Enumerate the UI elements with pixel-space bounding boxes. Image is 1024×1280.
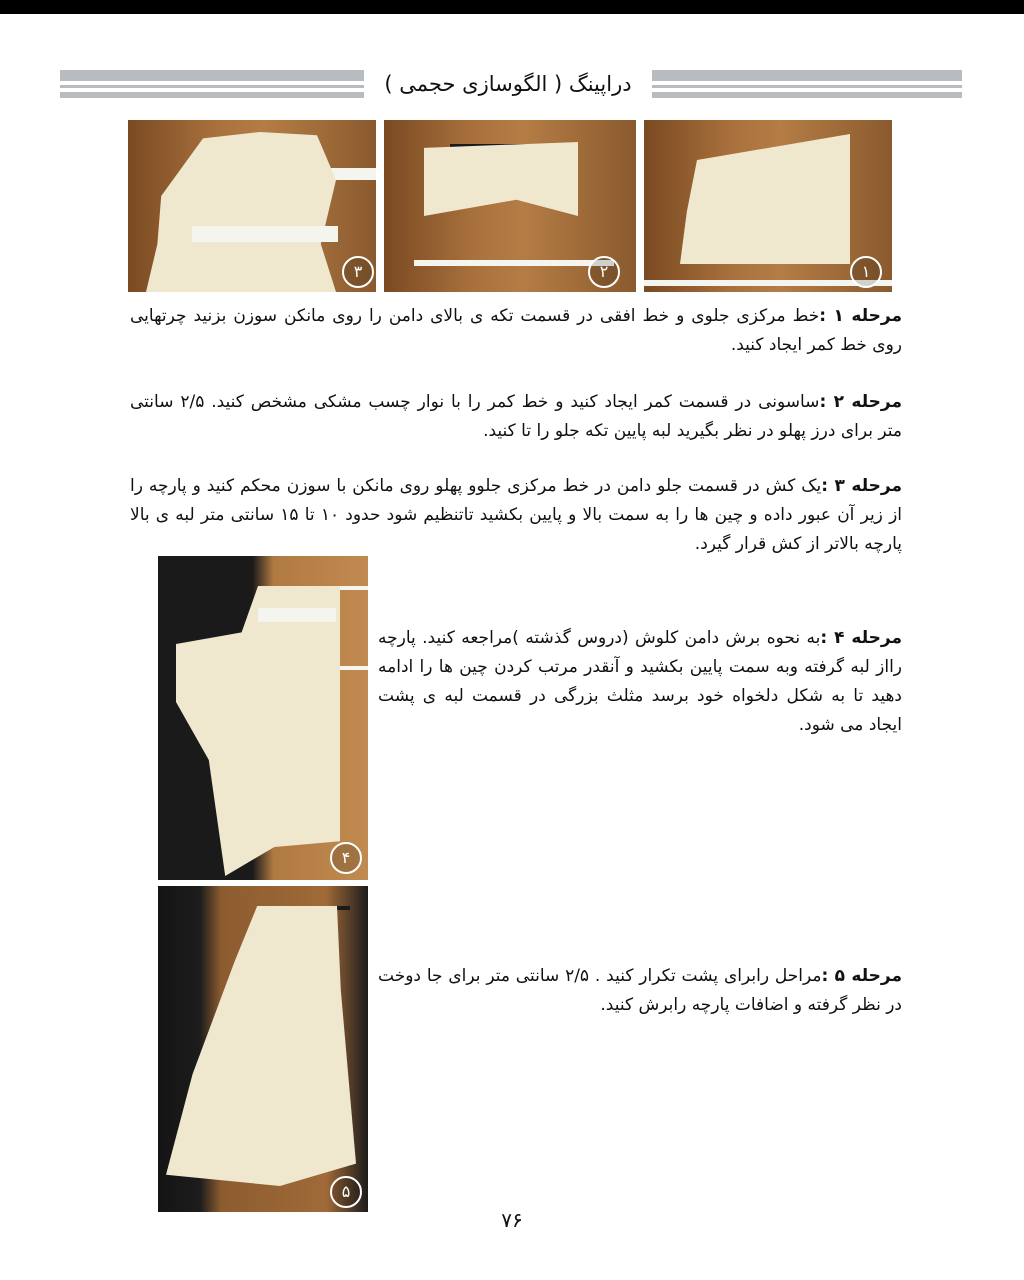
step-2-text: ساسونی در قسمت کمر ایجاد کنید و خط کمر را با نوار چسب مشکی مشخص کنید. ۲/۵ سانتی متر برای درز پهلو در نظر بگیرید لبه پایین تکه جلو را تا کنید. bbox=[130, 392, 902, 441]
step-5-paragraph bbox=[378, 962, 902, 1020]
step-2-paragraph bbox=[130, 388, 902, 446]
step-1-photo bbox=[644, 120, 892, 292]
step-1-text: خط مرکزی جلوی و خط افقی در قسمت تکه ی بالای دامن را روی مانکن سوزن بزنید چرتهایی روی خط کمر ایجاد کنید. bbox=[130, 306, 902, 355]
step-1-label: مرحله ۱ : bbox=[819, 306, 902, 326]
step-5-text: مراحل رابرای پشت تکرار کنید . ۲/۵ سانتی متر برای جا دوخت در نظر گرفته و اضافات پارچه رابرش کنید. bbox=[378, 966, 902, 1015]
step-3-label: مرحله ۳ : bbox=[821, 476, 902, 496]
header-rule-right bbox=[652, 70, 962, 100]
header-rule-left bbox=[60, 70, 364, 100]
step-2-photo bbox=[384, 120, 636, 292]
page-title: دراپینگ ( الگوسازی حجمی ) bbox=[384, 72, 632, 96]
step-5-photo bbox=[158, 886, 368, 1212]
step-4-label: مرحله ۴ : bbox=[820, 628, 902, 648]
step-3-photo bbox=[128, 120, 376, 292]
step-5-number: ۵ bbox=[330, 1176, 362, 1208]
step-3-paragraph bbox=[130, 472, 902, 559]
step-1-paragraph bbox=[130, 302, 902, 360]
step-4-text: به نحوه برش دامن کلوش (دروس گذشته )مراجعه کنید. پارچه رااز لبه گرفته وبه سمت پایین بکشید و آنقدر مرتب کردن چین ها را ادامه دهید تا به شکل دلخواه خود برسد مثلث بزرگی در قسمت لبه ی پشت ایجاد می شود. bbox=[378, 628, 902, 735]
step-4-photo bbox=[158, 556, 368, 880]
step-2-number: ۲ bbox=[588, 256, 620, 288]
step-3-text: یک کش در قسمت جلو دامن در خط مرکزی جلوو پهلو روی مانکن با سوزن محکم کنید و پارچه را از زیر آن عبور داده و چین ها را به سمت بالا و پایین بکشید تاتنظیم شود حدود ۱۰ تا ۱۵ سانتی متر لبه ی بالا پارچه بالاتر از کش قرار گیرد. bbox=[130, 476, 902, 554]
step-5-label: مرحله ۵ : bbox=[821, 966, 902, 986]
step-3-number: ۳ bbox=[342, 256, 374, 288]
step-1-number: ۱ bbox=[850, 256, 882, 288]
step-4-number: ۴ bbox=[330, 842, 362, 874]
top-black-bar bbox=[0, 0, 1024, 14]
page-number: ۷۶ bbox=[501, 1208, 523, 1232]
step-4-paragraph bbox=[378, 624, 902, 740]
step-2-label: مرحله ۲ : bbox=[819, 392, 903, 412]
